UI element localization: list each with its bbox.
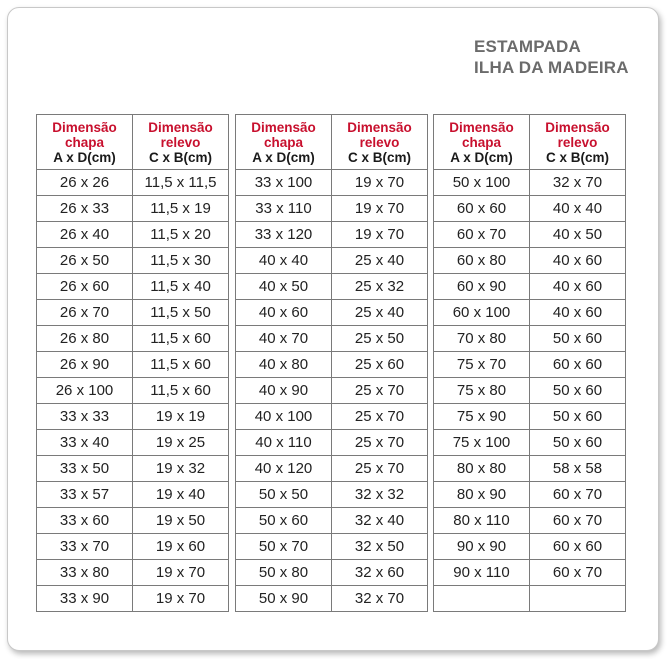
cell-chapa: 33 x 33 <box>37 404 133 430</box>
table-row <box>236 248 428 274</box>
cell-relevo: 11,5 x 11,5 <box>133 170 229 196</box>
cell-chapa: 26 x 40 <box>37 222 133 248</box>
cell-relevo: 60 x 60 <box>530 534 626 560</box>
table-row <box>434 248 626 274</box>
table-row <box>236 456 428 482</box>
table-row <box>236 326 428 352</box>
header-chapa-unit: A x D(cm) <box>53 149 116 165</box>
header-chapa <box>37 115 133 170</box>
cell-chapa: 40 x 120 <box>236 456 332 482</box>
cell-relevo: 19 x 19 <box>133 404 229 430</box>
cell-relevo: 11,5 x 60 <box>133 352 229 378</box>
table-row <box>37 274 229 300</box>
table-row <box>434 404 626 430</box>
cell-chapa: 40 x 90 <box>236 378 332 404</box>
cell-chapa: 80 x 110 <box>434 508 530 534</box>
cell-relevo: 32 x 50 <box>332 534 428 560</box>
cell-chapa: 60 x 100 <box>434 300 530 326</box>
cell-chapa: 26 x 80 <box>37 326 133 352</box>
header-relevo <box>332 115 428 170</box>
table-row <box>37 482 229 508</box>
cell-relevo: 25 x 70 <box>332 456 428 482</box>
cell-chapa: 60 x 60 <box>434 196 530 222</box>
cell-relevo: 11,5 x 19 <box>133 196 229 222</box>
table-row <box>37 222 229 248</box>
cell-relevo: 25 x 40 <box>332 248 428 274</box>
cell-relevo: 19 x 70 <box>133 560 229 586</box>
table-row <box>236 222 428 248</box>
cell-relevo: 32 x 32 <box>332 482 428 508</box>
cell-relevo: 60 x 70 <box>530 560 626 586</box>
cell-relevo: 60 x 70 <box>530 508 626 534</box>
cell-chapa: 26 x 60 <box>37 274 133 300</box>
table-row <box>236 560 428 586</box>
table-row <box>37 326 229 352</box>
cell-chapa: 40 x 60 <box>236 300 332 326</box>
header-relevo <box>133 115 229 170</box>
cell-chapa: 40 x 100 <box>236 404 332 430</box>
cell-relevo: 11,5 x 60 <box>133 378 229 404</box>
cell-relevo: 32 x 70 <box>530 170 626 196</box>
header-chapa-line1: Dimensão <box>52 119 117 135</box>
header-relevo-line1: Dimensão <box>347 119 412 135</box>
header-relevo-line2: relevo <box>359 134 400 150</box>
table-row <box>236 508 428 534</box>
cell-chapa: 90 x 90 <box>434 534 530 560</box>
cell-relevo: 32 x 60 <box>332 560 428 586</box>
cell-chapa: 33 x 110 <box>236 196 332 222</box>
table-row <box>37 534 229 560</box>
table-row <box>434 508 626 534</box>
title-line-2: ILHA DA MADEIRA <box>474 58 629 77</box>
table-row <box>37 170 229 196</box>
cell-chapa: 33 x 40 <box>37 430 133 456</box>
table-row <box>434 222 626 248</box>
cell-chapa: 33 x 120 <box>236 222 332 248</box>
header-chapa <box>434 115 530 170</box>
table-row <box>236 274 428 300</box>
header-relevo-unit: C x B(cm) <box>148 149 212 165</box>
cell-relevo <box>530 586 626 612</box>
title-line-1: ESTAMPADA <box>474 37 581 56</box>
cell-relevo: 19 x 40 <box>133 482 229 508</box>
cell-chapa: 40 x 40 <box>236 248 332 274</box>
header-relevo-unit: C x B(cm) <box>545 149 609 165</box>
cell-chapa: 33 x 50 <box>37 456 133 482</box>
cell-chapa: 50 x 90 <box>236 586 332 612</box>
cell-chapa: 26 x 26 <box>37 170 133 196</box>
table-header-row <box>236 115 428 170</box>
cell-chapa: 33 x 80 <box>37 560 133 586</box>
cell-relevo: 19 x 25 <box>133 430 229 456</box>
cell-relevo: 25 x 60 <box>332 352 428 378</box>
table-row <box>37 248 229 274</box>
table-row <box>434 170 626 196</box>
table-row <box>236 352 428 378</box>
cell-chapa <box>434 586 530 612</box>
header-chapa-unit: A x D(cm) <box>450 149 513 165</box>
header-chapa-unit: A x D(cm) <box>252 149 315 165</box>
cell-chapa: 26 x 90 <box>37 352 133 378</box>
cell-relevo: 19 x 50 <box>133 508 229 534</box>
cell-chapa: 33 x 100 <box>236 170 332 196</box>
header-chapa-line2: chapa <box>461 134 502 150</box>
table-header-row <box>434 115 626 170</box>
table-row <box>236 170 428 196</box>
header-relevo <box>530 115 626 170</box>
cell-relevo: 32 x 70 <box>332 586 428 612</box>
table-row <box>434 300 626 326</box>
table-row <box>37 430 229 456</box>
table-row <box>37 378 229 404</box>
table-header-row <box>37 115 229 170</box>
table-row <box>434 586 626 612</box>
cell-relevo: 11,5 x 50 <box>133 300 229 326</box>
cell-chapa: 50 x 50 <box>236 482 332 508</box>
cell-relevo: 40 x 60 <box>530 300 626 326</box>
table-row <box>236 404 428 430</box>
cell-chapa: 50 x 60 <box>236 508 332 534</box>
cell-chapa: 26 x 33 <box>37 196 133 222</box>
cell-chapa: 33 x 90 <box>37 586 133 612</box>
cell-chapa: 75 x 70 <box>434 352 530 378</box>
table-row <box>236 430 428 456</box>
table-row <box>434 274 626 300</box>
cell-relevo: 25 x 70 <box>332 430 428 456</box>
cell-relevo: 40 x 60 <box>530 248 626 274</box>
cell-relevo: 11,5 x 60 <box>133 326 229 352</box>
table-row <box>236 482 428 508</box>
table-row <box>434 560 626 586</box>
cell-chapa: 33 x 60 <box>37 508 133 534</box>
table-row <box>37 300 229 326</box>
cell-relevo: 40 x 40 <box>530 196 626 222</box>
table-row <box>37 352 229 378</box>
table-row <box>434 196 626 222</box>
cell-chapa: 26 x 100 <box>37 378 133 404</box>
cell-relevo: 11,5 x 20 <box>133 222 229 248</box>
cell-relevo: 50 x 60 <box>530 430 626 456</box>
cell-chapa: 80 x 80 <box>434 456 530 482</box>
cell-chapa: 33 x 57 <box>37 482 133 508</box>
cell-chapa: 26 x 50 <box>37 248 133 274</box>
table-row <box>37 196 229 222</box>
dimension-table-2 <box>235 114 428 612</box>
page-title <box>474 36 629 78</box>
cell-chapa: 50 x 100 <box>434 170 530 196</box>
header-relevo-line1: Dimensão <box>545 119 610 135</box>
table-row <box>37 456 229 482</box>
table-row <box>434 534 626 560</box>
cell-relevo: 50 x 60 <box>530 326 626 352</box>
header-chapa-line1: Dimensão <box>251 119 316 135</box>
cell-relevo: 25 x 50 <box>332 326 428 352</box>
header-chapa-line1: Dimensão <box>449 119 514 135</box>
cell-relevo: 19 x 70 <box>332 222 428 248</box>
header-chapa-line2: chapa <box>64 134 105 150</box>
cell-chapa: 60 x 80 <box>434 248 530 274</box>
cell-relevo: 50 x 60 <box>530 378 626 404</box>
cell-chapa: 33 x 70 <box>37 534 133 560</box>
table-row <box>37 508 229 534</box>
cell-relevo: 40 x 50 <box>530 222 626 248</box>
table-row <box>37 560 229 586</box>
header-relevo-line2: relevo <box>557 134 598 150</box>
cell-chapa: 75 x 90 <box>434 404 530 430</box>
cell-chapa: 75 x 100 <box>434 430 530 456</box>
cell-chapa: 50 x 80 <box>236 560 332 586</box>
cell-chapa: 60 x 90 <box>434 274 530 300</box>
header-chapa-line2: chapa <box>263 134 304 150</box>
header-relevo-line2: relevo <box>160 134 201 150</box>
cell-relevo: 19 x 70 <box>133 586 229 612</box>
cell-chapa: 40 x 50 <box>236 274 332 300</box>
table-row <box>434 352 626 378</box>
table-row <box>434 326 626 352</box>
cell-relevo: 60 x 60 <box>530 352 626 378</box>
table-row <box>434 456 626 482</box>
table-row <box>236 300 428 326</box>
table-row <box>37 404 229 430</box>
table-row <box>236 586 428 612</box>
table-row <box>37 586 229 612</box>
header-chapa <box>236 115 332 170</box>
cell-chapa: 90 x 110 <box>434 560 530 586</box>
cell-relevo: 11,5 x 30 <box>133 248 229 274</box>
cell-relevo: 25 x 70 <box>332 404 428 430</box>
cell-relevo: 58 x 58 <box>530 456 626 482</box>
cell-relevo: 19 x 70 <box>332 196 428 222</box>
table-row <box>236 534 428 560</box>
cell-chapa: 80 x 90 <box>434 482 530 508</box>
cell-relevo: 19 x 60 <box>133 534 229 560</box>
table-row <box>236 196 428 222</box>
cell-chapa: 75 x 80 <box>434 378 530 404</box>
cell-chapa: 50 x 70 <box>236 534 332 560</box>
cell-chapa: 40 x 110 <box>236 430 332 456</box>
table-row <box>434 378 626 404</box>
cell-relevo: 50 x 60 <box>530 404 626 430</box>
cell-chapa: 26 x 70 <box>37 300 133 326</box>
cell-chapa: 40 x 70 <box>236 326 332 352</box>
dimension-table-3 <box>433 114 626 612</box>
cell-chapa: 40 x 80 <box>236 352 332 378</box>
table-row <box>434 430 626 456</box>
cell-relevo: 19 x 70 <box>332 170 428 196</box>
header-relevo-line1: Dimensão <box>148 119 213 135</box>
cell-relevo: 32 x 40 <box>332 508 428 534</box>
cell-relevo: 60 x 70 <box>530 482 626 508</box>
cell-relevo: 25 x 40 <box>332 300 428 326</box>
cell-chapa: 70 x 80 <box>434 326 530 352</box>
header-relevo-unit: C x B(cm) <box>347 149 411 165</box>
table-row <box>434 482 626 508</box>
cell-chapa: 60 x 70 <box>434 222 530 248</box>
cell-relevo: 25 x 70 <box>332 378 428 404</box>
cell-relevo: 40 x 60 <box>530 274 626 300</box>
table-row <box>236 378 428 404</box>
dimension-table-1 <box>36 114 229 612</box>
cell-relevo: 11,5 x 40 <box>133 274 229 300</box>
cell-relevo: 25 x 32 <box>332 274 428 300</box>
cell-relevo: 19 x 32 <box>133 456 229 482</box>
